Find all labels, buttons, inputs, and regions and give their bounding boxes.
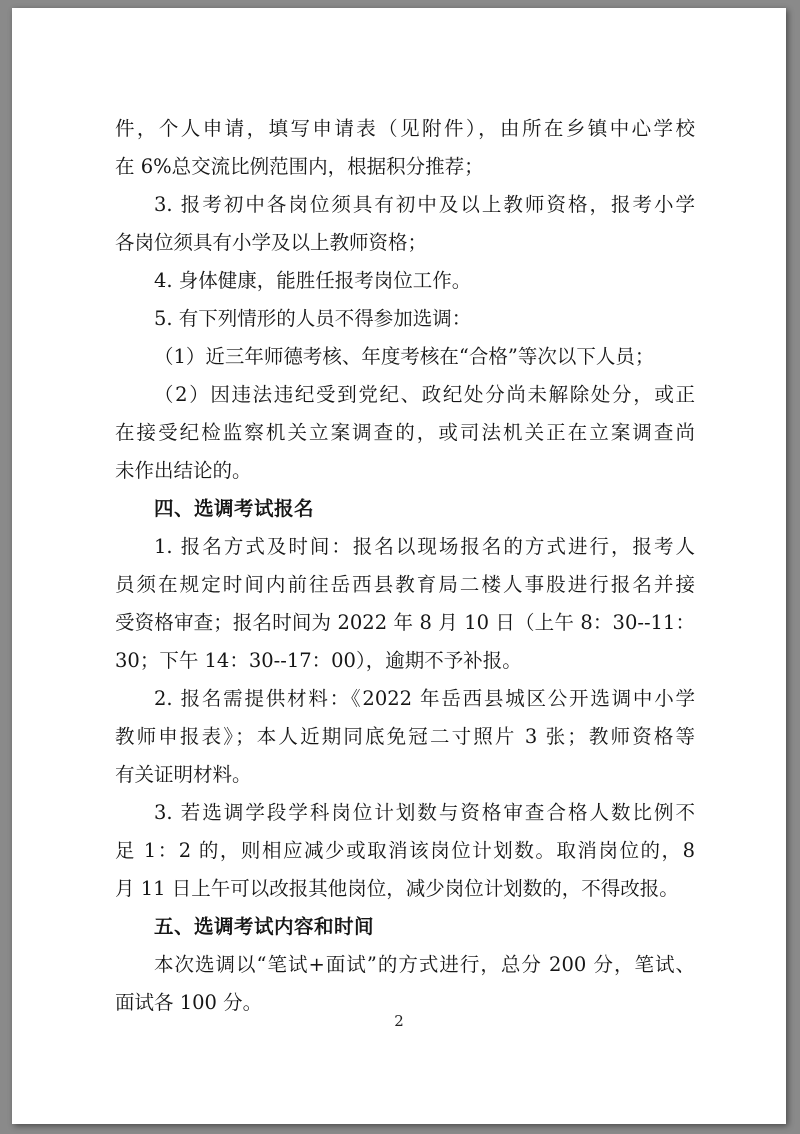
text-line: 教师申报表》；本人近期同底免冠二寸照片 3 张；教师资格等 [115, 725, 695, 748]
text-line: 员须在规定时间内前往岳西县教育局二楼人事股进行报名并接 [115, 573, 695, 596]
text-line: 月 11 日上午可以改报其他岗位，减少岗位计划数的，不得改报。 [115, 877, 679, 900]
text-line: 3. 报考初中各岗位须具有初中及以上教师资格，报考小学 [154, 193, 695, 216]
text-line: 1. 报名方式及时间：报名以现场报名的方式进行，报考人 [154, 535, 695, 558]
page-number: 2 [394, 1012, 404, 1030]
text-line: 受资格审查；报名时间为 2022 年 8 月 10 日（上午 8：30--11： [115, 611, 695, 634]
text-line: （2）因违法违纪受到党纪、政纪处分尚未解除处分，或正 [154, 383, 695, 406]
text-line: 本次选调以“笔试+面试”的方式进行，总分 200 分，笔试、 [154, 953, 695, 976]
text-line: 未作出结论的。 [115, 459, 252, 482]
section-heading-5: 五、选调考试内容和时间 [154, 915, 375, 938]
text-line: 2. 报名需提供材料：《2022 年岳西县城区公开选调中小学 [154, 687, 695, 710]
text-line: 面试各 100 分。 [115, 991, 263, 1014]
document-body [115, 110, 695, 1022]
section-heading-4: 四、选调考试报名 [154, 497, 315, 520]
text-line: 5. 有下列情形的人员不得参加选调： [154, 307, 472, 330]
text-line: 4. 身体健康，能胜任报考岗位工作。 [154, 269, 472, 292]
text-line: 在 6%总交流比例范围内，根据积分推荐； [115, 155, 484, 178]
text-line: 有关证明材料。 [115, 763, 252, 786]
text-line: 件，个人申请，填写申请表（见附件），由所在乡镇中心学校 [115, 117, 695, 140]
text-line: 各岗位须具有小学及以上教师资格； [115, 231, 428, 254]
text-line: 30；下午 14：30--17：00），逾期不予补报。 [115, 649, 522, 672]
document-page [12, 8, 786, 1124]
text-line: 3. 若选调学段学科岗位计划数与资格审查合格人数比例不 [154, 801, 695, 824]
text-line: （1）近三年师德考核、年度考核在“合格”等次以下人员； [154, 345, 655, 368]
text-line: 足 1：2 的，则相应减少或取消该岗位计划数。取消岗位的，8 [115, 839, 695, 862]
text-line: 在接受纪检监察机关立案调查的，或司法机关正在立案调查尚 [115, 421, 695, 444]
